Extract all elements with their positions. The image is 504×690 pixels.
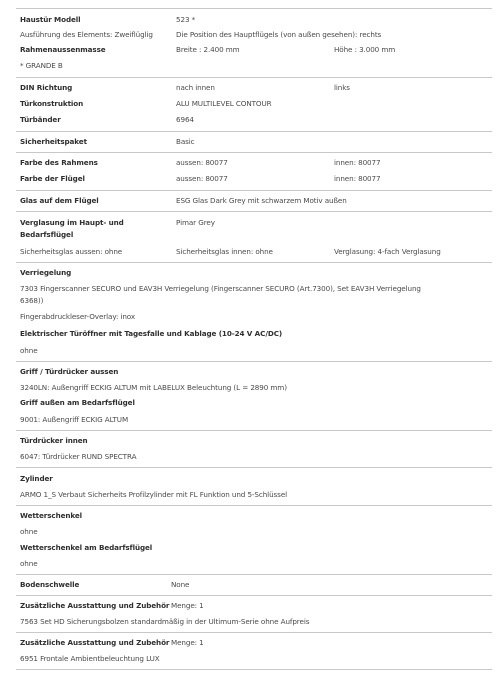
- handle-inside-value: 6047: Türdrücker RUND SPECTRA: [20, 452, 137, 461]
- cylinder-value: ARMO 1_S Verbaut Sicherheits Profilzylinder mit FL Funktion und 5-Schlüssel: [20, 490, 288, 499]
- din-direction-value: nach innen: [176, 83, 215, 92]
- din-side-value: links: [334, 83, 350, 92]
- section-divider: [16, 595, 492, 596]
- leaf-color-outside: aussen: 80077: [176, 174, 228, 183]
- frame-color-label: Farbe des Rahmens: [20, 158, 98, 167]
- weather-bar-secondary-value: ohne: [20, 559, 38, 568]
- section-divider: [16, 190, 492, 191]
- locking-value-line2: 6368)): [20, 296, 44, 305]
- section-divider: [16, 467, 492, 468]
- safety-glass-outside: Sicherheitsglas aussen: ohne: [20, 247, 123, 256]
- section-divider: [16, 430, 492, 431]
- leaf-glass-value: ESG Glas Dark Grey mit schwarzem Motiv außen: [176, 196, 347, 205]
- security-package-value: Basic: [176, 137, 195, 146]
- section-divider: [16, 361, 492, 362]
- accessory-quantity: Menge: 1: [171, 638, 204, 647]
- model-variant-note: * GRANDE B: [20, 61, 63, 70]
- threshold-value: None: [171, 580, 190, 589]
- frame-height-value: Höhe : 3.000 mm: [334, 45, 396, 54]
- weather-bar-value: ohne: [20, 527, 38, 536]
- section-divider: [16, 77, 492, 78]
- leaf-glass-label: Glas auf dem Flügel: [20, 196, 99, 205]
- model-value: 523 *: [176, 15, 196, 24]
- weather-bar-secondary-label: Wetterschenkel am Bedarfsflügel: [20, 543, 153, 552]
- leaf-color-inside: innen: 80077: [334, 174, 381, 183]
- frame-color-outside: aussen: 80077: [176, 158, 228, 167]
- frame-color-inside: innen: 80077: [334, 158, 381, 167]
- section-divider: [16, 262, 492, 263]
- door-hinges-value: 6964: [176, 115, 194, 124]
- handle-secondary-leaf-value: 9001: Außengriff ECKIG ALTUM: [20, 415, 129, 424]
- top-divider: [16, 8, 492, 9]
- glazing-type: Verglasung: 4-fach Verglasung: [334, 247, 441, 256]
- accessory-quantity: Menge: 1: [171, 601, 204, 610]
- door-hinges-label: Türbänder: [20, 115, 61, 124]
- weather-bar-label: Wetterschenkel: [20, 511, 83, 520]
- electric-opener-value: ohne: [20, 346, 38, 355]
- bottom-divider: [16, 669, 492, 670]
- threshold-label: Bodenschwelle: [20, 580, 80, 589]
- section-divider: [16, 505, 492, 506]
- handle-inside-label: Türdrücker innen: [20, 436, 88, 445]
- model-label: Haustür Modell: [20, 15, 81, 24]
- glazing-label-line2: Bedarfsflügel: [20, 230, 74, 239]
- handle-secondary-leaf-label: Griff außen am Bedarfsflügel: [20, 398, 135, 407]
- din-direction-label: DIN Richtung: [20, 83, 73, 92]
- glazing-label-line1: Verglasung im Haupt- und: [20, 218, 124, 227]
- section-divider: [16, 574, 492, 575]
- handle-outside-label: Griff / Türdrücker aussen: [20, 367, 119, 376]
- security-package-label: Sicherheitspaket: [20, 137, 87, 146]
- frame-width-value: Breite : 2.400 mm: [176, 45, 240, 54]
- door-construction-value: ALU MULTILEVEL CONTOUR: [176, 99, 272, 108]
- door-construction-label: Türkonstruktion: [20, 99, 84, 108]
- section-divider: [16, 211, 492, 212]
- frame-dimensions-label: Rahmenaussenmasse: [20, 45, 106, 54]
- locking-label: Verriegelung: [20, 268, 72, 277]
- cylinder-label: Zylinder: [20, 474, 53, 483]
- accessory-label: Zusätzliche Ausstattung und Zubehör: [20, 638, 170, 647]
- execution-value: Die Position des Hauptflügels (von außen gesehen): rechts: [176, 30, 382, 39]
- fingerprint-overlay: Fingerabdruckleser-Overlay: inox: [20, 312, 136, 321]
- accessory-value: 7563 Set HD Sicherungsbolzen standardmäßig in der Ultimum-Serie ohne Aufpreis: [20, 617, 310, 626]
- section-divider: [16, 632, 492, 633]
- section-divider: [16, 152, 492, 153]
- section-divider: [16, 131, 492, 132]
- handle-outside-value: 3240LN: Außengriff ECKIG ALTUM mit LABELUX Beleuchtung (L = 2890 mm): [20, 383, 287, 392]
- locking-value-line1: 7303 Fingerscanner SECURO und EAV3H Verriegelung (Fingerscanner SECURO (Art.7300), Set EAV3H Verriegelung: [20, 284, 421, 293]
- execution-label: Ausführung des Elements: Zweiflüglig: [20, 30, 153, 39]
- glazing-value: Pimar Grey: [176, 218, 215, 227]
- accessory-label: Zusätzliche Ausstattung und Zubehör: [20, 601, 170, 610]
- leaf-color-label: Farbe der Flügel: [20, 174, 85, 183]
- safety-glass-inside: Sicherheitsglas innen: ohne: [176, 247, 273, 256]
- accessory-value: 6951 Frontale Ambientbeleuchtung LUX: [20, 654, 160, 663]
- electric-opener-label: Elektrischer Türöffner mit Tagesfalle und Kablage (10-24 V AC/DC): [20, 329, 283, 338]
